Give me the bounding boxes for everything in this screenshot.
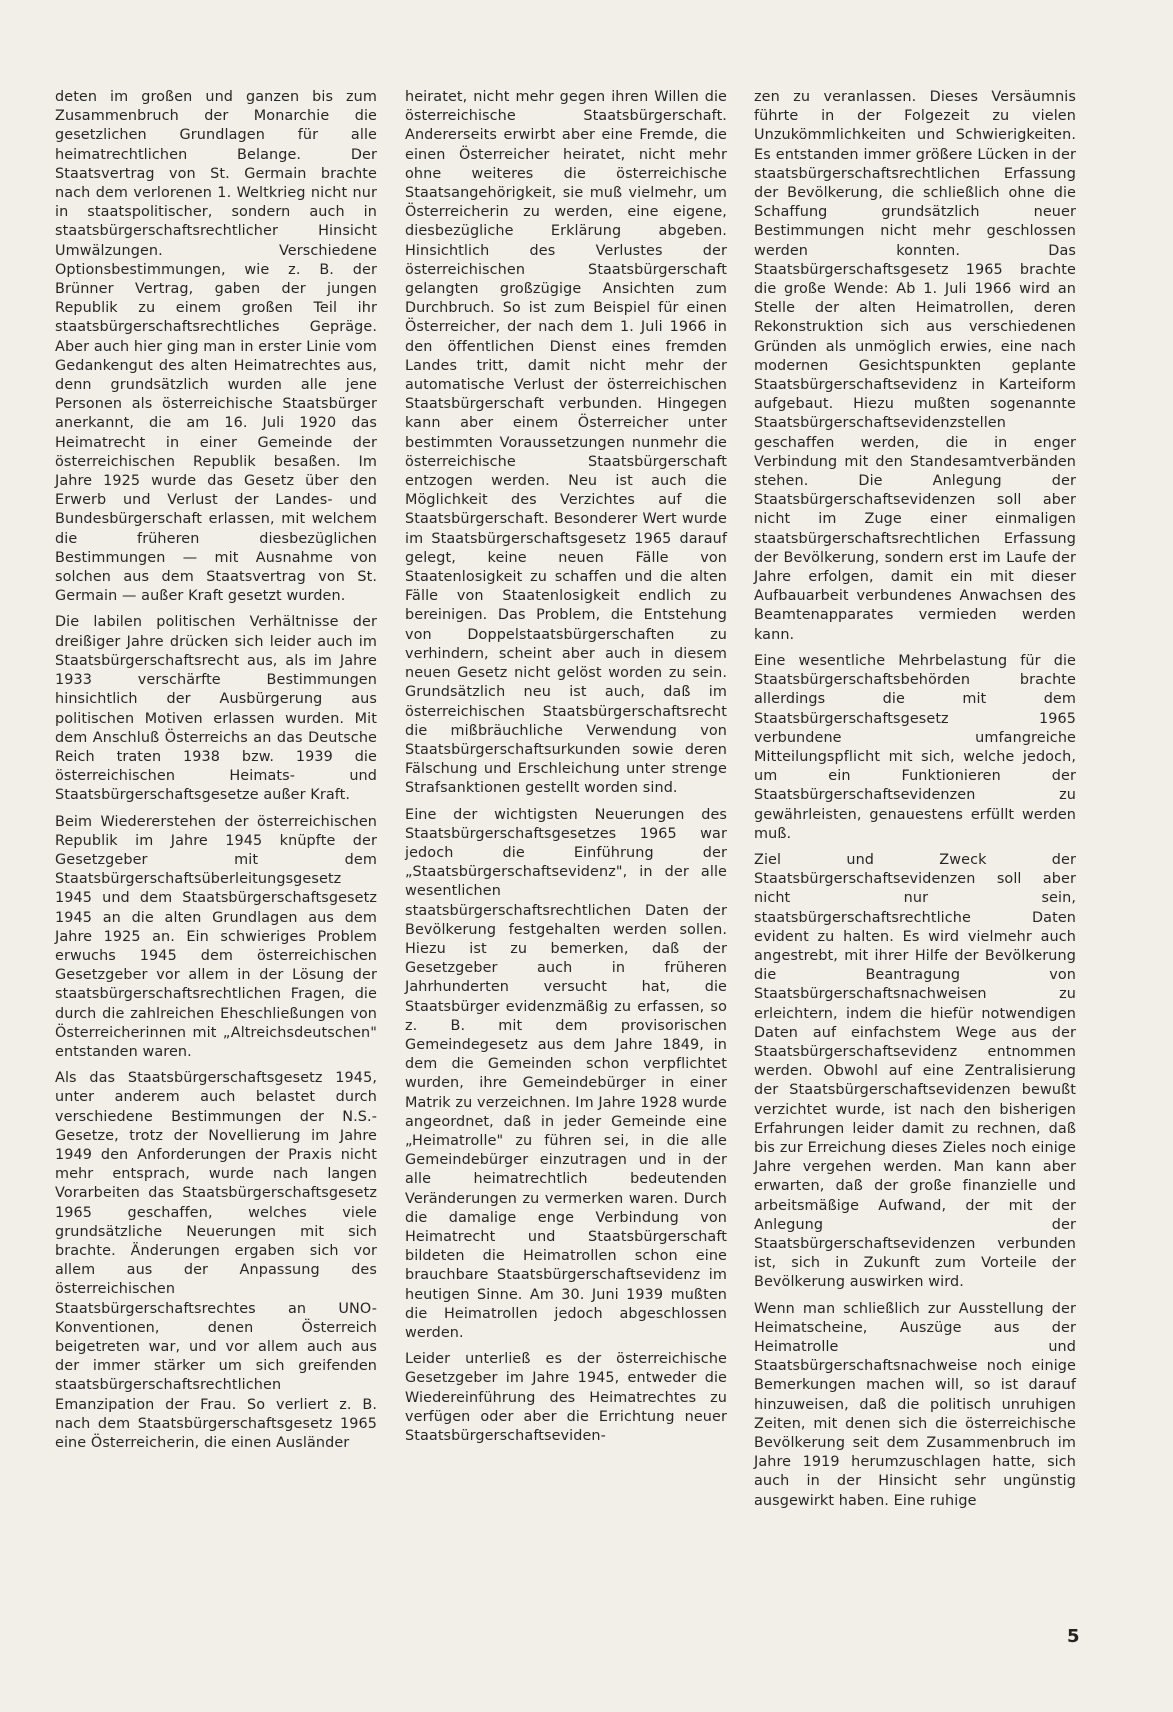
paragraph: Eine der wichtigsten Neuerungen des Staatsbürgerschaftsgesetzes 1965 war jedoch die Einführung der „Staatsbürgerschaftsevidenz", in der alle wesentlichen staatsbürgerschaftsrechtlichen Daten der Bevölkerung festgehalten werden sollen. Hiezu ist zu bemerken, daß der Gesetzgeber auch in früheren Jahrhunderten versucht hat, die Staatsbürger evidenzmäßig zu erfassen, so z. B. mit dem provisorischen Gemeindegesetz aus dem Jahre 1849, in dem die Gemeinden schon verpflichtet wurden, ihre Gemeindebürger in einer Matrik zu verzeichnen. Im Jahre 1928 wurde angeordnet, daß in jeder Gemeinde eine „Heimatrolle" zu führen sei, in die alle Gemeindebürger einzutragen und in der alle heimatrechtlich bedeutenden Veränderungen zu vermerken waren. Durch die damalige enge Verbindung von Heimatrecht und Staatsbürgerschaft bildeten die Heimatrollen schon eine brauchbare Staatsbürgerschaftsevidenz im heutigen Sinne. Am 30. Juni 1939 mußten die Heimatrollen jedoch abgeschlossen werden. [405, 806, 727, 1341]
paragraph: Die labilen politischen Verhältnisse der dreißiger Jahre drücken sich leider auch im Staatsbürgerschaftsrecht aus, als im Jahre 1933 verschärfte Bestimmungen hinsichtlich der Ausbürgerung aus politischen Motiven erlassen wurden. Mit dem Anschluß Österreichs an das Deutsche Reich traten 1938 bzw. 1939 die österreichischen Heimats- und Staatsbürgerschaftsgesetze außer Kraft. [55, 614, 377, 804]
paragraph: Leider unterließ es der österreichische Gesetzgeber im Jahre 1945, entweder die Wiedereinführung des Heimatrechtes zu verfügen oder aber die Errichtung neuer Staatsbürgerschaftseviden- [405, 1351, 727, 1445]
paragraph: Als das Staatsbürgerschaftsgesetz 1945, unter anderem auch belastet durch verschiedene Bestimmungen der N.S.-Gesetze, trotz der Novellierung im Jahre 1949 den Anforderungen der Praxis nicht mehr entsprach, wurde nach langen Vorarbeiten das Staatsbürgerschaftsgesetz 1965 geschaffen, welches viele grundsätzliche Neuerungen mit sich brachte. Änderungen ergaben sich vor allem aus der Anpassung des österreichischen Staatsbürgerschaftsrechtes an UNO-Konventionen, denen Österreich beigetreten war, und vor allem auch aus der immer stärker um sich greifenden staatsbürgerschaftsrechtlichen Emanzipation der Frau. So verliert z. B. nach dem Staatsbürgerschaftsgesetz 1965 eine Österreicherin, die einen Ausländer [55, 1070, 377, 1452]
paragraph: Eine wesentliche Mehrbelastung für die Staatsbürgerschaftsbehörden brachte allerdings die mit dem Staatsbürgerschaftsgesetz 1965 verbundene umfangreiche Mitteilungspflicht mit sich, welche jedoch, um ein Funktionieren der Staatsbürgerschaftsevidenzen zu gewährleisten, genauestens erfüllt werden muß. [754, 652, 1076, 842]
paragraph: heiratet, nicht mehr gegen ihren Willen die österreichische Staatsbürgerschaft. Andererseits erwirbt aber eine Fremde, die einen Österreicher heiratet, nicht mehr ohne weiteres die österreichische Staatsangehörigkeit, sie muß vielmehr, um Österreicherin zu werden, eine eigene, diesbezügliche Erklärung abgeben. Hinsichtlich des Verlustes der österreichischen Staatsbürgerschaft gelangten großzügige Ansichten zum Durchbruch. So ist zum Beispiel für einen Österreicher, der nach dem 1. Juli 1966 in den öffentlichen Dienst eines fremden Landes tritt, damit nicht mehr der automatische Verlust der österreichischen Staatsbürgerschaft verbunden. Hingegen kann aber einem Österreicher unter bestimmten Voraussetzungen nunmehr die österreichische Staatsbürgerschaft entzogen werden. Neu ist auch die Möglichkeit des Verzichtes auf die Staatsbürgerschaft. Besonderer Wert wurde im Staatsbürgerschaftsgesetz 1965 darauf gelegt, keine neuen Fälle von Staatenlosigkeit zu schaffen und die alten Fälle von Staatenlosigkeit endlich zu bereinigen. Das Problem, die Entstehung von Doppelstaatsbürgerschaften zu verhindern, scheint aber auch in diesem neuen Gesetz nicht gelöst worden zu sein. Grundsätzlich neu ist auch, daß im österreichischen Staatsbürgerschaftsrecht die mißbräuchliche Verwendung von Staatsbürgerschaftsurkunden sowie deren Fälschung und Erschleichung unter strenge Strafsanktionen gestellt worden sind. [405, 89, 727, 797]
paragraph: Ziel und Zweck der Staatsbürgerschaftsevidenzen soll aber nicht nur sein, staatsbürgerschaftsrechtliche Daten evident zu halten. Es wird vielmehr auch angestrebt, mit ihrer Hilfe der Bevölkerung die Beantragung von Staatsbürgerschaftsnachweisen zu erleichtern, indem die hiefür notwendigen Daten auf einfachstem Wege aus der Staatsbürgerschaftsevidenz entnommen werden. Obwohl auf eine Zentralisierung der Staatsbürgerschaftsevidenzen bewußt verzichtet wurde, ist nach den bisherigen Erfahrungen leider damit zu rechnen, daß bis zur Erreichung dieses Zieles noch einige Jahre vergehen werden. Man kann aber erwarten, daß der große finanzielle und arbeitsmäßige Aufwand, der mit der Anlegung der Staatsbürgerschaftsevidenzen verbunden ist, sich in Zukunft zum Vorteile der Bevölkerung auswirken wird. [754, 851, 1076, 1291]
paragraph: zen zu veranlassen. Dieses Versäumnis führte in der Folgezeit zu vielen Unzukömmlichkeiten und Schwierigkeiten. Es entstanden immer größere Lücken in der staatsbürgerschaftsrechtlichen Erfassung der Bevölkerung, die schließlich ohne die Schaffung grundsätzlich neuer Bestimmungen nicht mehr geschlossen werden konnten. Das Staatsbürgerschaftsgesetz 1965 brachte die große Wende: Ab 1. Juli 1966 wird an Stelle der alten Heimatrollen, deren Rekonstruktion sich aus verschiedenen Gründen als unmöglich erwies, eine nach modernen Gesichtspunkten geplante Staatsbürgerschaftsevidenz in Karteiform aufgebaut. Hiezu mußten sogenannte Staatsbürgerschaftsevidenzstellen geschaffen werden, die in enger Verbindung mit den Standesamtverbänden stehen. Die Anlegung der Staatsbürgerschaftsevidenzen soll aber nicht im Zuge einer einmaligen staatsbürgerschaftsrechtlichen Erfassung der Bevölkerung, sondern erst im Laufe der Jahre erfolgen, damit ein mit dieser Aufbauarbeit verbundenes Anwachsen des Beamtenapparates vermieden werden kann. [754, 89, 1076, 643]
text-column-1 [55, 88, 377, 1460]
text-column-2 [405, 88, 727, 1453]
paragraph: Wenn man schließlich zur Ausstellung der Heimatscheine, Auszüge aus der Heimatrolle und Staatsbürgerschaftsnachweise noch einige Bemerkungen machen will, so ist darauf hinzuweisen, daß die politisch unruhigen Zeiten, mit denen sich die österreichische Bevölkerung seit dem Zusammenbruch im Jahre 1919 herumzuschlagen hatte, sich auch in der Hinsicht sehr ungünstig ausgewirkt haben. Eine ruhige [754, 1300, 1076, 1509]
text-column-3 [754, 88, 1076, 1518]
paragraph: deten im großen und ganzen bis zum Zusammenbruch der Monarchie die gesetzlichen Grundlagen für alle heimatrechtlichen Belange. Der Staatsvertrag von St. Germain brachte nach dem verlorenen 1. Weltkrieg nicht nur in staatspolitischer, sondern auch in staatsbürgerschaftsrechtlicher Hinsicht Umwälzungen. Verschiedene Optionsbestimmungen, wie z. B. der Brünner Vertrag, gaben der jungen Republik zu einem großen Teil ihr staatsbürgerschaftsrechtliches Gepräge. Aber auch hier ging man in erster Linie vom Gedankengut des alten Heimatrechtes aus, denn grundsätzlich wurden alle jene Personen als österreichische Staatsbürger anerkannt, die am 16. Juli 1920 das Heimatrecht in einer Gemeinde der österreichischen Republik besaßen. Im Jahre 1925 wurde das Gesetz über den Erwerb und Verlust der Landes- und Bundesbürgerschaft erlassen, mit welchem die früheren diesbezüglichen Bestimmungen — mit Ausnahme von solchen aus dem Staatsvertrag von St. Germain — außer Kraft gesetzt wurden. [55, 89, 377, 605]
paragraph: Beim Wiedererstehen der österreichischen Republik im Jahre 1945 knüpfte der Gesetzgeber mit dem Staatsbürgerschaftsüberleitungsgesetz 1945 und dem Staatsbürgerschaftsgesetz 1945 an die alten Grundlagen aus dem Jahre 1925 an. Ein schwieriges Problem erwuchs 1945 dem österreichischen Gesetzgeber vor allem in der Lösung der staatsbürgerschaftsrechtlichen Fragen, die durch die zahlreichen Eheschließungen von Österreicherinnen mit „Altreichsdeutschen" entstanden waren. [55, 813, 377, 1060]
page-number: 5 [1067, 1626, 1080, 1647]
